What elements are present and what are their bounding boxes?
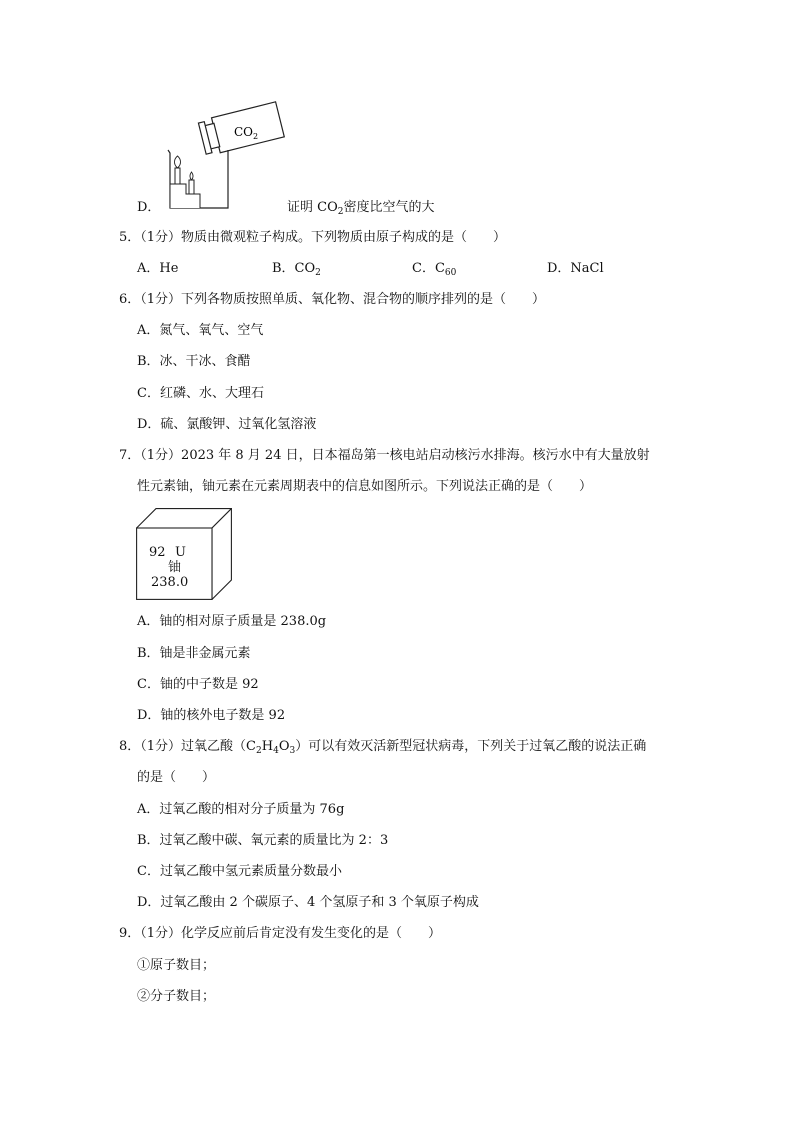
q6-option-d: D．硫、氯酸钾、过氧化氢溶液 (137, 417, 317, 432)
q5-option-c: C．$C_{60}$ (412, 261, 457, 278)
q5-option-b: B．$CO_2$ (272, 261, 321, 278)
q7-option-b: B．铀是非金属元素 (137, 646, 251, 661)
q7-stem-line1: 7．（1分）2023 年 8 月 24 日，日本福岛第一核电站启动核污水排海。核污水中有大量放射 (119, 448, 650, 463)
candle-high (175, 168, 180, 184)
q8-option-b: B．过氧乙酸中碳、氧元素的质量比为 2：3 (137, 833, 389, 848)
bottle-label: $CO_2$ (234, 125, 259, 141)
q8-option-c: C．过氧乙酸中氢元素质量分数最小 (137, 864, 342, 879)
q9-stem: 9．（1分）化学反应前后肯定没有发生变化的是（ ） (119, 926, 442, 941)
step-stand (170, 184, 200, 208)
q5-stem: 5．（1分）物质由微观粒子构成。下列物质由原子构成的是（ ） (119, 230, 507, 245)
q7-option-d: D．铀的核外电子数是 92 (137, 708, 286, 723)
q7-option-a: A．铀的相对原子质量是 238.0g (137, 614, 327, 629)
q9-item-2: ②分子数目； (137, 989, 216, 1004)
q5-option-d: D．NaCl (547, 261, 604, 276)
candle-low (189, 180, 194, 194)
q4-option-d-caption: 证明 $CO_2$密度比空气的大 (287, 200, 435, 217)
element-atomic-number: 92 (149, 545, 166, 560)
element-name: 铀 (168, 560, 182, 575)
co2-apparatus-figure (160, 98, 290, 213)
flame-low (190, 172, 193, 180)
q8-option-d: D．过氧乙酸由 2 个碳原子、4 个氢原子和 3 个氧原子构成 (137, 895, 479, 910)
q6-stem: 6．（1分）下列各物质按照单质、氧化物、混合物的顺序排列的是（ ） (119, 292, 546, 307)
element-cell-figure (136, 508, 232, 600)
element-atomic-mass: 238.0 (151, 575, 189, 590)
q9-item-1: ①原子数目； (137, 958, 216, 973)
q5-option-a: A．He (137, 261, 179, 276)
q6-option-b: B．冰、干冰、食醋 (137, 354, 251, 369)
q8-stem-line1: 8．（1分）过氧乙酸$(C_2H_4O_3)$可以有效灭活新型冠状病毒，下列关于过氧乙酸的说法正确 (119, 739, 647, 756)
q8-stem-line2: 的是（ ） (137, 770, 216, 785)
q6-option-c: C．红磷、水、大理石 (137, 386, 264, 401)
element-symbol: U (175, 545, 186, 560)
q7-option-c: C．铀的中子数是 92 (137, 677, 259, 692)
q6-option-a: A．氮气、氧气、空气 (137, 323, 264, 338)
q7-stem-line2: 性元素铀，铀元素在元素周期表中的信息如图所示。下列说法正确的是（ ） (137, 479, 593, 494)
q4-option-d-letter: D． (137, 200, 161, 215)
flame-high (174, 156, 180, 168)
q8-option-a: A．过氧乙酸的相对分子质量为 76g (137, 802, 345, 817)
